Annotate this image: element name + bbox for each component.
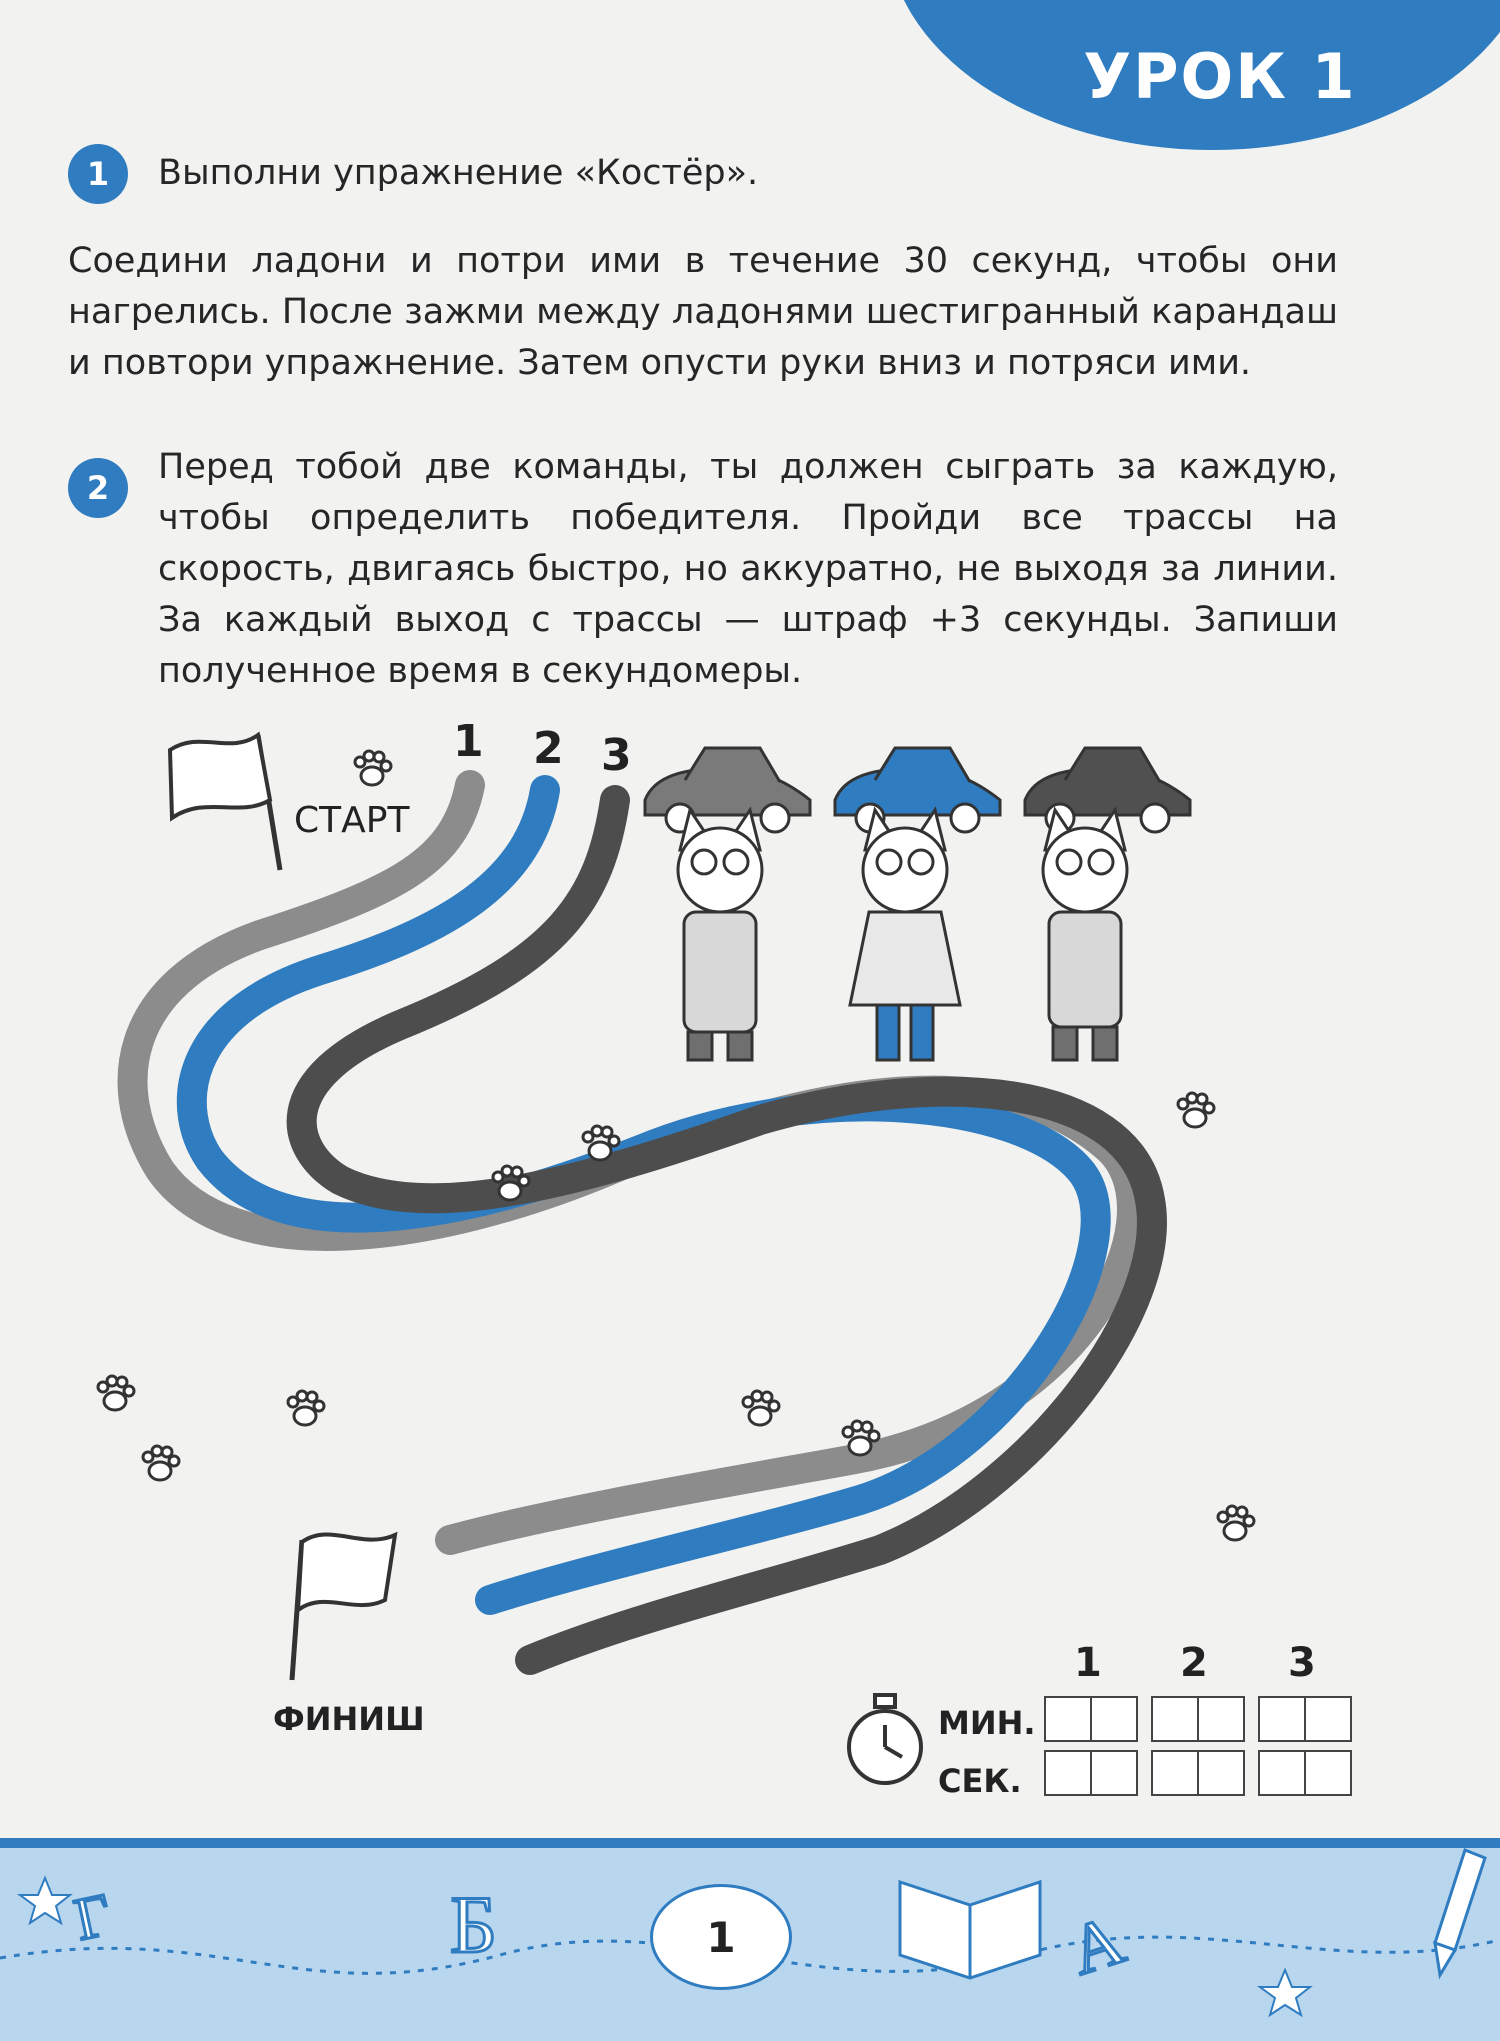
book-icon [900, 1882, 1040, 1978]
footer-letter-b: Б [450, 1879, 498, 1970]
lane-number-2: 2 [533, 723, 564, 774]
minutes-label: МИН. [938, 1704, 1036, 1742]
lane-number-1: 1 [453, 716, 484, 767]
stopwatch-column-1: 1 [1074, 1640, 1102, 1686]
task2-body: Перед тобой две команды, ты должен сыграть за каждую, чтобы определить победителя. Пройди все трассы на скорость, двигаясь быстро, но аккуратно, не выходя за линии. За каждый выход с трассы — штраф +3 секунды. Запиши полученное время в секундомеры. [158, 447, 1338, 691]
footer-letter-g: Г [68, 1880, 117, 1953]
pencil-icon [1435, 1850, 1485, 1975]
stopwatch-column-2: 2 [1180, 1640, 1208, 1686]
lane-number-3: 3 [601, 730, 632, 781]
task1-body: Соедини ладони и потри ими в течение 30 секунд, чтобы они нагрелись. После зажми между ладонями шестигранный карандаш и повтори упражнение. Затем опусти руки вниз и потряси ими. [68, 241, 1338, 383]
footer-letter-a: А [1061, 1901, 1134, 1991]
task2-number: 2 [68, 458, 128, 518]
page-number: 1 [650, 1884, 792, 1990]
finish-label: ФИНИШ [273, 1700, 425, 1738]
task1-heading: Выполни упражнение «Костёр». [158, 153, 759, 193]
seconds-label: СЕК. [938, 1762, 1022, 1800]
lesson-title: УРОК 1 [1083, 40, 1357, 113]
stopwatch-column-3: 3 [1288, 1640, 1316, 1686]
start-label: СТАРТ [294, 800, 410, 841]
task1-number: 1 [68, 144, 128, 204]
